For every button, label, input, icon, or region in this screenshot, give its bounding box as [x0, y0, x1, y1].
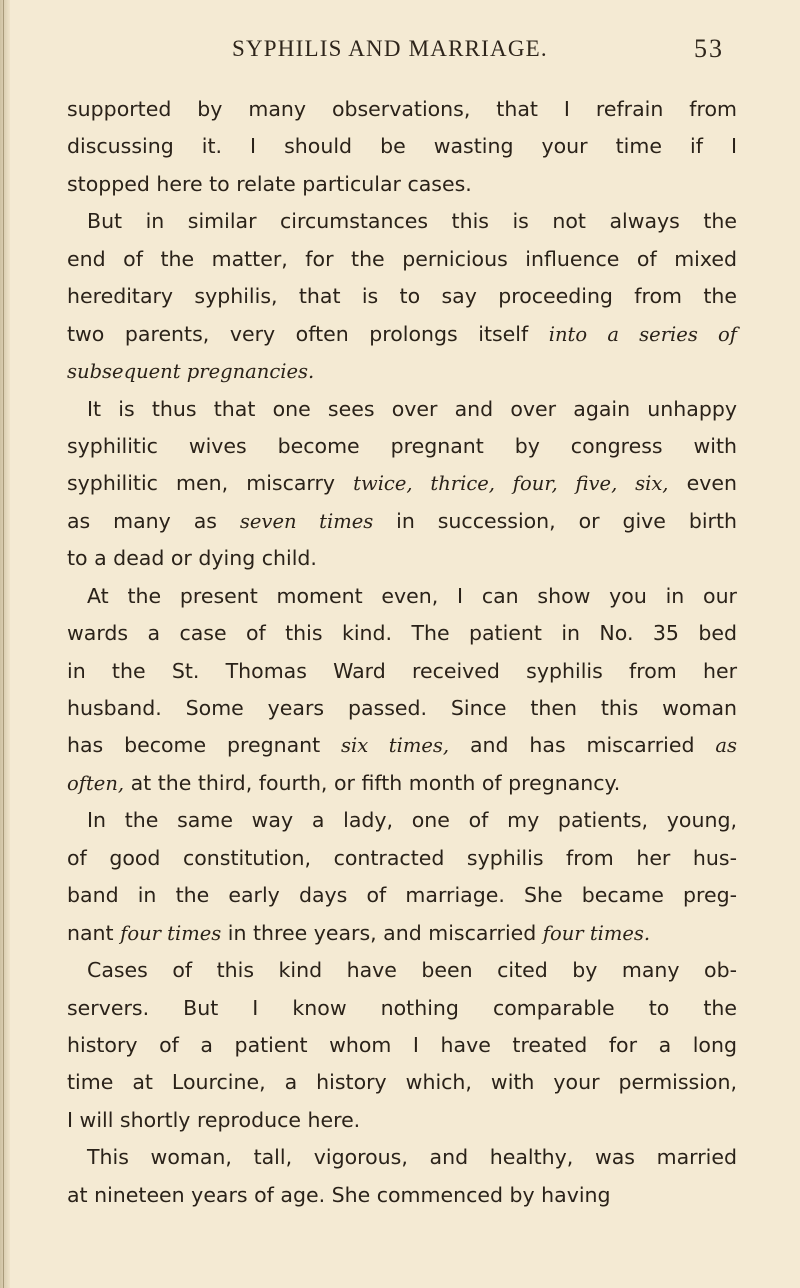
text-segment: syphilitic men, miscarry: [67, 471, 354, 496]
text-line: [67, 615, 737, 652]
text-segment: Cases of this kind have been cited by many ob-: [87, 958, 737, 983]
text-line: [67, 877, 737, 914]
text-line: [67, 915, 737, 952]
italic-text-segment: four times: [120, 921, 222, 945]
page-binding-line: [3, 0, 4, 1288]
text-segment: at nineteen years of age. She commenced by having: [67, 1182, 611, 1207]
italic-text-segment: as: [715, 734, 737, 758]
text-segment: I will shortly reproduce here.: [67, 1107, 361, 1132]
text-line: [67, 690, 737, 727]
text-line: [67, 1139, 737, 1176]
text-segment: at the third, fourth, or fifth month of pregnancy.: [124, 770, 621, 795]
text-segment: This woman, tall, vigorous, and healthy, was married: [87, 1145, 737, 1170]
text-segment: in succession, or give birth: [373, 508, 737, 533]
text-segment: has become pregnant: [67, 733, 342, 758]
text-line: [67, 1027, 737, 1064]
running-title: SYPHILIS AND MARRIAGE.: [232, 36, 548, 61]
text-line: [67, 128, 737, 165]
text-segment: In the same way a lady, one of my patients, young,: [87, 808, 737, 833]
text-segment: But in similar circumstances this is not always the: [87, 209, 737, 234]
text-segment: and has miscarried: [449, 733, 716, 758]
text-line: [67, 578, 737, 615]
italic-text-segment: into a series of: [548, 322, 738, 346]
text-line: [67, 727, 737, 764]
text-line: [67, 91, 737, 128]
italic-text-segment: subsequent pregnancies.: [67, 360, 315, 384]
text-segment: syphilitic wives become pregnant by congress with: [67, 433, 737, 458]
text-segment: supported by many observations, that I refrain from: [67, 97, 737, 121]
text-segment: nant: [67, 920, 121, 945]
text-segment: of good constitution, contracted syphilis from her hus-: [67, 845, 737, 870]
text-segment: It is thus that one sees over and over again unhappy: [87, 396, 737, 421]
text-line: [67, 990, 737, 1027]
italic-text-segment: seven times: [239, 509, 374, 533]
page-binding-edge: [0, 0, 10, 1288]
text-segment: in three years, and miscarried: [221, 920, 543, 945]
text-segment: wards a case of this kind. The patient in No. 35 bed: [67, 621, 737, 646]
text-line: [67, 840, 737, 877]
text-line: [67, 203, 737, 240]
text-line: [67, 1102, 737, 1139]
text-segment: as many as: [67, 508, 240, 533]
text-line: [67, 316, 737, 353]
text-line: [67, 653, 737, 690]
page-number: 53: [694, 34, 724, 63]
text-line: [67, 1064, 737, 1101]
text-line: [67, 802, 737, 839]
text-line: [67, 1177, 737, 1214]
text-segment: servers. But I know nothing comparable to the: [67, 995, 737, 1020]
text-segment: end of the matter, for the pernicious influence of mixed: [67, 246, 737, 271]
text-segment: band in the early days of marriage. She became preg-: [67, 883, 737, 908]
text-line: [67, 166, 737, 203]
text-line: [67, 353, 737, 390]
text-line: [67, 241, 737, 278]
text-line: [67, 465, 737, 502]
text-line: [67, 765, 737, 802]
text-segment: history of a patient whom I have treated for a long: [67, 1032, 737, 1057]
text-segment: in the St. Thomas Ward received syphilis from her: [67, 658, 737, 683]
text-segment: husband. Some years passed. Since then this woman: [67, 696, 737, 720]
text-segment: to a dead or dying child.: [67, 546, 317, 571]
text-segment: hereditary syphilis, that is to say proceeding from the: [67, 284, 737, 309]
text-line: [67, 428, 737, 465]
page-header: [0, 26, 800, 66]
italic-text-segment: four times.: [542, 921, 651, 945]
text-line: [67, 278, 737, 315]
text-segment: stopped here to relate particular cases.: [67, 171, 472, 196]
text-line: [67, 391, 737, 428]
text-line: [67, 540, 737, 577]
text-line: [67, 952, 737, 989]
text-segment: time at Lourcine, a history which, with your permission,: [67, 1070, 737, 1095]
body-text: [67, 91, 737, 1214]
italic-text-segment: twice, thrice, four, five, six,: [353, 472, 669, 496]
text-segment: even: [668, 471, 737, 496]
text-segment: At the present moment even, I can show you in our: [87, 583, 737, 608]
italic-text-segment: often,: [67, 771, 125, 795]
text-line: [67, 503, 737, 540]
italic-text-segment: six times,: [341, 734, 450, 758]
text-segment: discussing it. I should be wasting your time if I: [67, 134, 737, 159]
text-segment: two parents, very often prolongs itself: [67, 321, 549, 346]
